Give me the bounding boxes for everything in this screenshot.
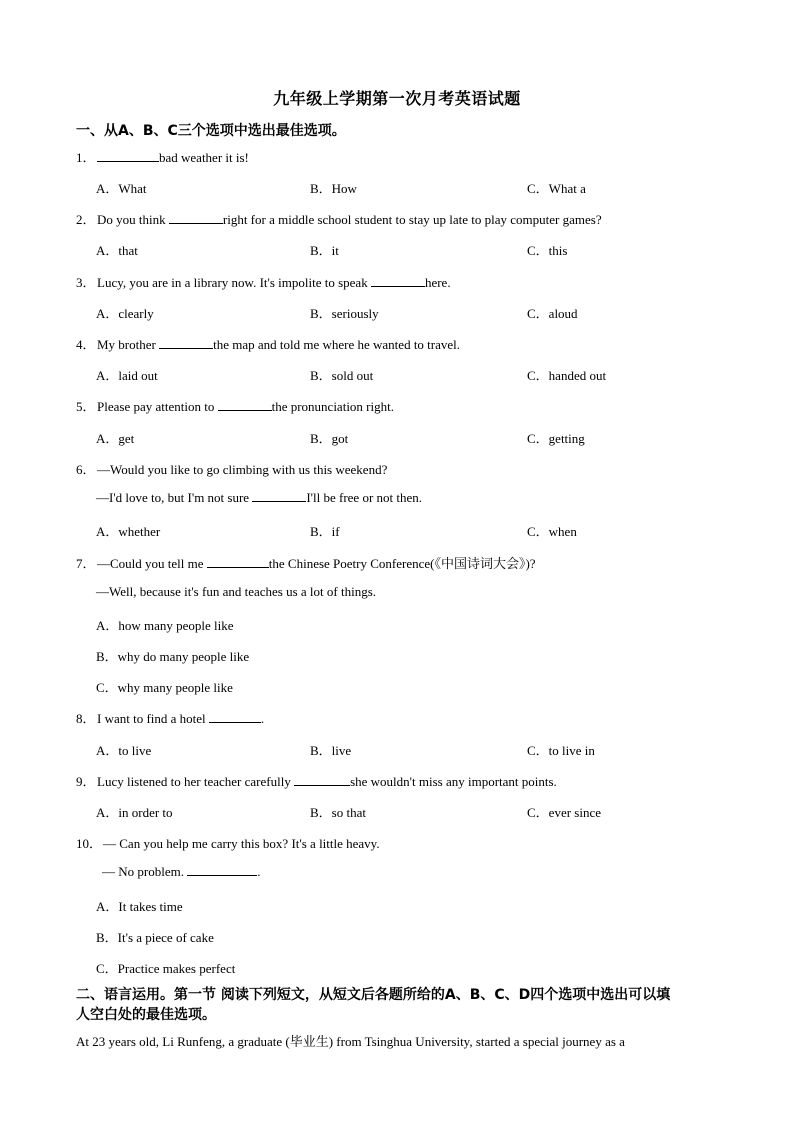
- answer-blank: [97, 151, 159, 162]
- option-b: B．it: [310, 243, 339, 258]
- question-text-pre: Lucy listened to her teacher carefully: [97, 774, 295, 789]
- question-number: 9．: [76, 774, 96, 789]
- question-8: [76, 708, 264, 727]
- question-number: 5．: [76, 399, 96, 414]
- option-a: A．how many people like: [96, 618, 234, 633]
- question-text-pre: Lucy, you are in a library now. It's impolite to speak: [97, 275, 371, 290]
- option-b: B．live: [310, 743, 352, 758]
- option-c: C．aloud: [527, 306, 578, 321]
- section-2-heading-line-2: 人空白处的最佳选项。: [76, 1007, 216, 1023]
- option-c: C．ever since: [527, 805, 602, 820]
- section-1-heading: 一、从A、B、C三个选项中选出最佳选项。: [76, 123, 346, 139]
- answer-blank: [187, 865, 257, 876]
- option-c: C．when: [527, 524, 577, 539]
- question-text-post: the Chinese Poetry Conference(《中国诗词大会》)?: [268, 556, 536, 571]
- option-b: B．if: [310, 524, 340, 539]
- question-7: [76, 553, 536, 572]
- question-number: 4．: [76, 337, 96, 352]
- question-10-line-2: [102, 864, 260, 880]
- option-a: A．clearly: [96, 306, 154, 321]
- question-text-post: here.: [424, 275, 451, 290]
- question-text-pre: —Could you tell me: [97, 556, 207, 571]
- option-b: B．why do many people like: [96, 649, 250, 664]
- question-text-pre: — No problem.: [102, 864, 188, 879]
- passage-text: At 23 years old, Li Runfeng, a graduate (毕业生) from Tsinghua University, started a special journey as a: [76, 1034, 625, 1049]
- option-a: A．It takes time: [96, 899, 183, 914]
- option-a: A．get: [96, 431, 135, 446]
- question-text-pre: I want to find a hotel: [97, 711, 209, 726]
- question-number: 3．: [76, 275, 96, 290]
- question-text-pre: —I'd love to, but I'm not sure: [96, 490, 253, 505]
- question-number: 7．: [76, 556, 96, 571]
- option-a: A．that: [96, 243, 138, 258]
- question-text: —Would you like to go climbing with us this weekend?: [97, 462, 388, 477]
- option-c: C．to live in: [527, 743, 595, 758]
- option-c: C．What a: [527, 181, 586, 196]
- question-4: [76, 334, 460, 353]
- answer-blank: [218, 400, 272, 411]
- question-9: [76, 771, 557, 790]
- question-number: 6．: [76, 462, 96, 477]
- question-text-post: the map and told me where he wanted to travel.: [213, 337, 461, 352]
- question-text-post: I'll be free or not then.: [306, 490, 423, 505]
- question-number: 8．: [76, 711, 96, 726]
- answer-blank: [209, 712, 261, 723]
- option-b: B．It's a piece of cake: [96, 930, 214, 945]
- question-text-post: right for a middle school student to stay up late to play computer games?: [222, 212, 602, 227]
- option-b: B．seriously: [310, 306, 379, 321]
- option-a: A．What: [96, 181, 147, 196]
- answer-blank: [371, 276, 425, 287]
- option-b: B．sold out: [310, 368, 374, 383]
- option-c: C．this: [527, 243, 568, 258]
- option-b: B．How: [310, 181, 357, 196]
- option-c: C．Practice makes perfect: [96, 961, 236, 976]
- question-text-pre: My brother: [97, 337, 160, 352]
- question-6: [76, 459, 387, 478]
- question-1: [76, 147, 249, 166]
- question-text-post: .: [257, 864, 261, 879]
- question-text-pre: Do you think: [97, 212, 169, 227]
- question-number: 2．: [76, 212, 96, 227]
- question-number: 1．: [76, 150, 96, 165]
- section-2-heading-line-1: 二、语言运用。第一节 阅读下列短文，从短文后各题所给的A、B、C、D四个选项中选出可以填: [76, 987, 671, 1003]
- answer-blank: [252, 491, 306, 502]
- option-a: A．to live: [96, 743, 152, 758]
- question-text-post: the pronunciation right.: [271, 399, 394, 414]
- question-text-post: she wouldn't miss any important points.: [350, 774, 557, 789]
- option-b: B．got: [310, 431, 349, 446]
- answer-blank: [207, 557, 269, 568]
- option-a: A．laid out: [96, 368, 158, 383]
- question-10: [76, 833, 380, 852]
- option-a: A．in order to: [96, 805, 173, 820]
- question-number: 10．: [76, 836, 103, 851]
- question-text: bad weather it is!: [159, 150, 249, 165]
- question-2: [76, 209, 602, 228]
- answer-blank: [169, 213, 223, 224]
- question-6-line-2: [96, 490, 422, 506]
- question-7-line-2: —Well, because it's fun and teaches us a lot of things.: [96, 584, 377, 599]
- question-text-pre: Please pay attention to: [97, 399, 218, 414]
- question-5: [76, 396, 394, 415]
- option-a: A．whether: [96, 524, 161, 539]
- answer-blank: [159, 338, 213, 349]
- option-c: C．handed out: [527, 368, 607, 383]
- answer-blank: [294, 775, 350, 786]
- option-c: C．why many people like: [96, 680, 233, 695]
- question-text: — Can you help me carry this box? It's a little heavy.: [103, 836, 380, 851]
- question-3: [76, 272, 451, 291]
- question-text-post: .: [260, 711, 265, 726]
- exam-title: 九年级上学期第一次月考英语试题: [273, 89, 521, 108]
- option-c: C．getting: [527, 431, 585, 446]
- option-b: B．so that: [310, 805, 366, 820]
